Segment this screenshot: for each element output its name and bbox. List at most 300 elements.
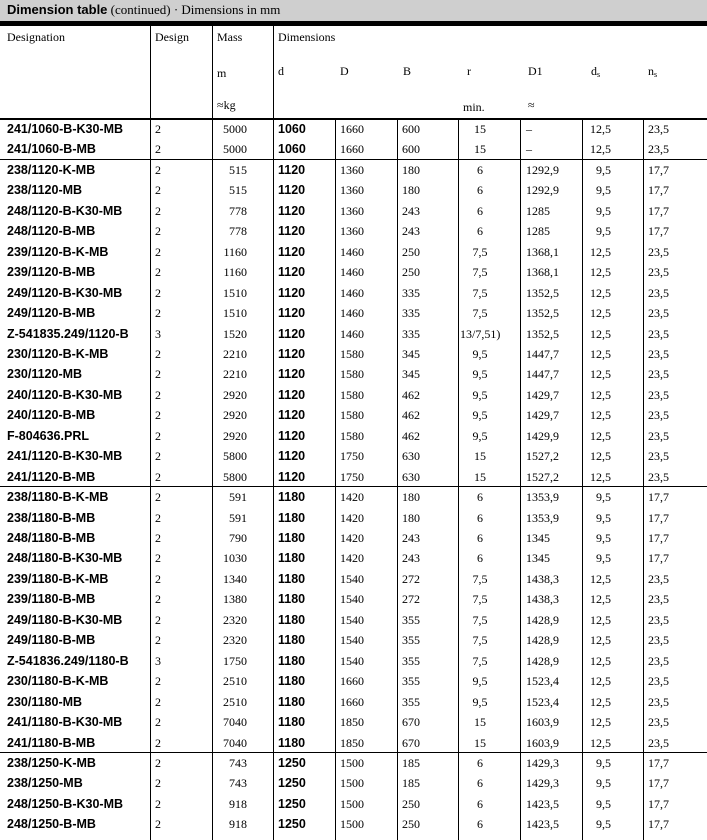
cell-r: 7,5 [472,265,488,280]
cell-D: 1500 [340,755,364,770]
cell-ds: 9,5 [596,755,611,770]
table-title: Dimension table [7,2,108,17]
cell-B: 630 [402,449,420,464]
cell-ds: 12,5 [590,449,611,464]
cell-ns: 23,5 [648,735,669,750]
col-divider-ds [582,118,583,840]
cell-designation: 248/1120-B-K30-MB [7,203,123,218]
table-subtitle: (continued) · Dimensions in mm [107,2,281,17]
cell-d: 1250 [278,776,306,791]
cell-ds: 9,5 [596,510,611,525]
cell-mass: 515 [229,162,247,177]
cell-D: 1360 [340,183,364,198]
header-design: Design [155,30,189,44]
cell-ds: 12,5 [590,387,611,402]
cell-mass: 2920 [223,428,247,443]
cell-design: 2 [155,551,161,566]
cell-D1: 1429,7 [526,387,559,402]
cell-r: 6 [477,817,483,832]
header-mass-unit: ≈kg [217,98,236,112]
header-D1-approx: ≈ [528,98,535,112]
cell-B: 180 [402,490,420,505]
cell-designation: 249/1180-B-MB [7,633,96,648]
cell-ds: 12,5 [590,122,611,136]
cell-ns: 17,7 [648,203,669,218]
cell-D1: 1527,2 [526,469,559,484]
cell-D1: 1423,5 [526,817,559,832]
cell-ns: 23,5 [648,142,669,157]
cell-D1: 1428,9 [526,633,559,648]
cell-B: 243 [402,203,420,218]
cell-ns: 17,7 [648,817,669,832]
cell-d: 1120 [278,265,306,280]
col-divider-D [335,118,336,840]
cell-B: 355 [402,674,420,689]
cell-mass: 778 [229,203,247,218]
cell-D: 1460 [340,285,364,300]
cell-D1: 1428,9 [526,612,559,627]
cell-d: 1180 [278,510,306,525]
cell-r: 6 [477,224,483,239]
cell-D1: 1527,2 [526,449,559,464]
cell-D1: 1368,1 [526,265,559,280]
cell-D: 1420 [340,531,364,545]
cell-d: 1120 [278,469,306,484]
cell-mass: 515 [229,183,247,198]
cell-r: 15 [474,469,486,484]
cell-ds: 9,5 [596,531,611,545]
cell-mass: 7040 [223,735,247,750]
cell-designation: 238/1120-MB [7,183,83,198]
cell-B: 272 [402,571,420,586]
cell-designation: 238/1250-K-MB [7,755,96,770]
cell-design: 2 [155,531,161,545]
cell-D1: 1352,5 [526,285,559,300]
cell-d: 1120 [278,408,306,423]
cell-D1: 1438,3 [526,571,559,586]
cell-design: 2 [155,122,161,136]
cell-ns: 23,5 [648,715,669,730]
cell-design: 2 [155,776,161,791]
cell-design: 2 [155,510,161,525]
cell-D: 1420 [340,510,364,525]
cell-design: 2 [155,162,161,177]
cell-ns: 23,5 [648,244,669,259]
cell-ns: 23,5 [648,326,669,341]
cell-d: 1180 [278,715,306,730]
cell-D1: – [526,142,532,157]
cell-D: 1580 [340,428,364,443]
cell-mass: 2210 [223,346,247,361]
cell-design: 2 [155,612,161,627]
cell-d: 1180 [278,490,306,505]
cell-D1: 1353,9 [526,490,559,505]
cell-B: 250 [402,817,420,832]
cell-d: 1060 [278,122,306,136]
cell-design: 2 [155,755,161,770]
cell-D1: 1292,9 [526,162,559,177]
cell-design: 2 [155,224,161,239]
title-rule [0,21,707,26]
cell-B: 250 [402,796,420,811]
cell-D: 1460 [340,244,364,259]
cell-r: 7,5 [472,306,488,321]
cell-designation: 239/1120-B-MB [7,265,96,280]
cell-D: 1460 [340,326,364,341]
cell-design: 2 [155,571,161,586]
cell-mass: 1380 [223,592,247,607]
cell-r: 9,5 [472,694,488,709]
cell-d: 1120 [278,162,306,177]
cell-mass: 2320 [223,633,247,648]
cell-ns: 23,5 [648,694,669,709]
header-D1: D1 [528,64,543,78]
col-divider-D1 [520,118,521,840]
cell-D1: 1345 [526,551,550,566]
cell-ns: 23,5 [648,674,669,689]
cell-D: 1580 [340,346,364,361]
cell-d: 1180 [278,694,306,709]
header-r-min: min. [463,100,485,114]
cell-ds: 9,5 [596,183,611,198]
cell-d: 1120 [278,387,306,402]
cell-D: 1660 [340,142,364,157]
header-r: r [467,64,471,78]
cell-D1: 1428,9 [526,653,559,668]
cell-D1: 1429,7 [526,408,559,423]
cell-D: 1420 [340,551,364,566]
cell-mass: 1160 [223,244,247,259]
cell-ns: 23,5 [648,428,669,443]
cell-D: 1500 [340,817,364,832]
cell-d: 1120 [278,183,306,198]
cell-D1: 1447,7 [526,367,559,382]
cell-d: 1120 [278,203,306,218]
cell-r: 6 [477,203,483,218]
cell-B: 243 [402,551,420,566]
cell-designation: 238/1120-K-MB [7,162,96,177]
cell-ds: 12,5 [590,633,611,648]
cell-designation: 241/1060-B-MB [7,142,96,157]
cell-design: 2 [155,183,161,198]
cell-design: 3 [155,653,161,668]
cell-ds: 9,5 [596,203,611,218]
cell-designation: 249/1120-B-K30-MB [7,285,123,300]
cell-designation: Z-541836.249/1180-B [7,653,129,668]
cell-d: 1250 [278,755,306,770]
cell-r: 6 [477,776,483,791]
header-ns: $n_s$ [648,64,658,79]
cell-D1: 1292,9 [526,183,559,198]
cell-mass: 2510 [223,674,247,689]
cell-mass: 5000 [223,122,247,136]
cell-r: 15 [474,142,486,157]
cell-designation: 230/1180-MB [7,694,83,709]
cell-d: 1180 [278,531,306,545]
cell-B: 180 [402,510,420,525]
cell-designation: 249/1120-B-MB [7,306,96,321]
cell-designation: 241/1180-B-MB [7,735,96,750]
cell-mass: 591 [229,490,247,505]
cell-r: 15 [474,449,486,464]
cell-r: 7,5 [472,285,488,300]
cell-B: 185 [402,755,420,770]
cell-ns: 17,7 [648,531,669,545]
cell-designation: F-804636.PRL [7,428,89,443]
cell-B: 355 [402,633,420,648]
cell-mass: 2510 [223,694,247,709]
cell-ds: 12,5 [590,571,611,586]
cell-designation: 248/1180-B-K30-MB [7,551,123,566]
cell-ns: 23,5 [648,122,669,136]
cell-D1: 1285 [526,224,550,239]
cell-B: 462 [402,428,420,443]
cell-r: 9,5 [472,408,488,423]
cell-ns: 17,7 [648,183,669,198]
cell-ds: 9,5 [596,490,611,505]
cell-designation: 239/1120-B-K-MB [7,244,109,259]
cell-ns: 17,7 [648,796,669,811]
cell-D: 1580 [340,367,364,382]
cell-designation: 238/1180-B-MB [7,510,96,525]
cell-B: 630 [402,469,420,484]
cell-design: 2 [155,203,161,218]
cell-design: 2 [155,674,161,689]
header-designation: Designation [7,30,65,44]
cell-B: 250 [402,244,420,259]
cell-D: 1360 [340,224,364,239]
cell-D: 1660 [340,674,364,689]
cell-ns: 23,5 [648,285,669,300]
cell-D1: 1438,3 [526,592,559,607]
cell-mass: 591 [229,510,247,525]
cell-ds: 12,5 [590,428,611,443]
cell-D: 1750 [340,469,364,484]
cell-r: 6 [477,490,483,505]
cell-d: 1180 [278,653,306,668]
cell-d: 1120 [278,306,306,321]
cell-design: 2 [155,715,161,730]
cell-ds: 12,5 [590,326,611,341]
cell-D: 1500 [340,796,364,811]
cell-mass: 2320 [223,612,247,627]
cell-design: 2 [155,285,161,300]
header-mass: Mass [217,30,243,44]
cell-mass: 1510 [223,306,247,321]
cell-ns: 17,7 [648,490,669,505]
cell-mass: 743 [229,776,247,791]
cell-design: 2 [155,592,161,607]
cell-B: 600 [402,142,420,157]
cell-D: 1500 [340,776,364,791]
cell-D1: 1353,9 [526,510,559,525]
cell-mass: 790 [229,531,247,545]
cell-ds: 12,5 [590,346,611,361]
cell-design: 3 [155,326,161,341]
cell-B: 180 [402,162,420,177]
cell-design: 2 [155,428,161,443]
cell-design: 2 [155,633,161,648]
cell-mass: 1750 [223,653,247,668]
col-divider-B [397,118,398,840]
cell-r: 15 [474,122,486,136]
cell-r: 9,5 [472,674,488,689]
cell-r: 13/7,51) [460,326,501,341]
cell-B: 345 [402,346,420,361]
cell-ds: 12,5 [590,367,611,382]
cell-ds: 12,5 [590,285,611,300]
cell-ds: 12,5 [590,715,611,730]
cell-d: 1060 [278,142,306,157]
cell-designation: 241/1060-B-K30-MB [7,122,124,136]
cell-ns: 23,5 [648,633,669,648]
cell-d: 1120 [278,285,306,300]
cell-mass: 918 [229,796,247,811]
cell-ns: 23,5 [648,367,669,382]
cell-ns: 23,5 [648,469,669,484]
cell-D: 1540 [340,571,364,586]
cell-mass: 1340 [223,571,247,586]
cell-ds: 12,5 [590,244,611,259]
col-divider-design [150,26,151,840]
cell-design: 2 [155,244,161,259]
cell-design: 2 [155,735,161,750]
cell-r: 9,5 [472,367,488,382]
cell-design: 2 [155,346,161,361]
cell-mass: 5800 [223,449,247,464]
cell-D1: 1523,4 [526,674,559,689]
cell-D: 1660 [340,122,364,136]
cell-D1: 1447,7 [526,346,559,361]
cell-r: 7,5 [472,653,488,668]
cell-B: 250 [402,265,420,280]
header-ds: $d_s$ [591,64,601,79]
cell-ds: 9,5 [596,817,611,832]
cell-mass: 1520 [223,326,247,341]
cell-design: 2 [155,142,161,157]
cell-designation: 241/1180-B-K30-MB [7,715,123,730]
cell-d: 1180 [278,633,306,648]
cell-D: 1460 [340,265,364,280]
cell-designation: Z-541835.249/1120-B [7,326,129,341]
cell-designation: 241/1120-B-MB [7,469,96,484]
cell-D: 1460 [340,306,364,321]
cell-D: 1660 [340,694,364,709]
cell-D1: 1523,4 [526,694,559,709]
cell-ds: 12,5 [590,265,611,280]
cell-d: 1180 [278,592,306,607]
cell-design: 2 [155,306,161,321]
cell-D1: 1285 [526,203,550,218]
cell-B: 355 [402,694,420,709]
cell-design: 2 [155,490,161,505]
cell-ns: 23,5 [648,612,669,627]
cell-d: 1120 [278,428,306,443]
cell-B: 243 [402,224,420,239]
cell-mass: 2920 [223,387,247,402]
cell-D1: 1352,5 [526,326,559,341]
cell-D1: 1429,3 [526,755,559,770]
cell-D1: 1345 [526,531,550,545]
cell-ds: 12,5 [590,408,611,423]
cell-designation: 239/1180-B-K-MB [7,571,109,586]
cell-D: 1580 [340,387,364,402]
cell-ns: 17,7 [648,162,669,177]
table-title-bar [0,0,707,21]
cell-ns: 17,7 [648,551,669,566]
cell-D: 1540 [340,592,364,607]
cell-D1: 1352,5 [526,306,559,321]
cell-D1: 1423,5 [526,796,559,811]
cell-ns: 23,5 [648,571,669,586]
cell-design: 2 [155,265,161,280]
cell-mass: 1160 [223,265,247,280]
cell-d: 1180 [278,551,306,566]
cell-D1: 1429,9 [526,428,559,443]
cell-d: 1250 [278,817,306,832]
cell-designation: 230/1180-B-K-MB [7,674,109,689]
cell-D: 1360 [340,162,364,177]
cell-mass: 1510 [223,285,247,300]
col-divider-dimensions [273,26,274,840]
cell-D: 1540 [340,612,364,627]
cell-ds: 12,5 [590,612,611,627]
cell-ns: 17,7 [648,776,669,791]
cell-r: 6 [477,162,483,177]
cell-designation: 238/1250-MB [7,776,83,791]
cell-B: 335 [402,285,420,300]
cell-mass: 5000 [223,142,247,157]
cell-D: 1580 [340,408,364,423]
cell-ds: 12,5 [590,306,611,321]
cell-r: 9,5 [472,428,488,443]
cell-r: 6 [477,183,483,198]
cell-mass: 5800 [223,469,247,484]
cell-designation: 248/1120-B-MB [7,224,96,239]
cell-ds: 9,5 [596,224,611,239]
cell-d: 1120 [278,367,306,382]
cell-D: 1850 [340,715,364,730]
header-mass-symbol: m [217,66,227,80]
cell-d: 1180 [278,571,306,586]
cell-D1: 1603,9 [526,735,559,750]
cell-B: 335 [402,326,420,341]
cell-ns: 23,5 [648,387,669,402]
cell-r: 6 [477,796,483,811]
cell-ds: 9,5 [596,796,611,811]
cell-design: 2 [155,469,161,484]
cell-design: 2 [155,817,161,832]
cell-r: 6 [477,531,483,545]
cell-ds: 9,5 [596,162,611,177]
cell-mass: 778 [229,224,247,239]
cell-d: 1120 [278,449,306,464]
cell-d: 1120 [278,224,306,239]
cell-mass: 7040 [223,715,247,730]
cell-design: 2 [155,387,161,402]
header-B: B [403,64,412,78]
cell-d: 1120 [278,244,306,259]
cell-B: 462 [402,387,420,402]
cell-r: 6 [477,510,483,525]
cell-B: 272 [402,592,420,607]
cell-B: 243 [402,531,420,545]
cell-ds: 12,5 [590,142,611,157]
cell-D: 1540 [340,653,364,668]
cell-ds: 12,5 [590,653,611,668]
cell-d: 1180 [278,735,306,750]
cell-designation: 230/1120-MB [7,367,83,382]
